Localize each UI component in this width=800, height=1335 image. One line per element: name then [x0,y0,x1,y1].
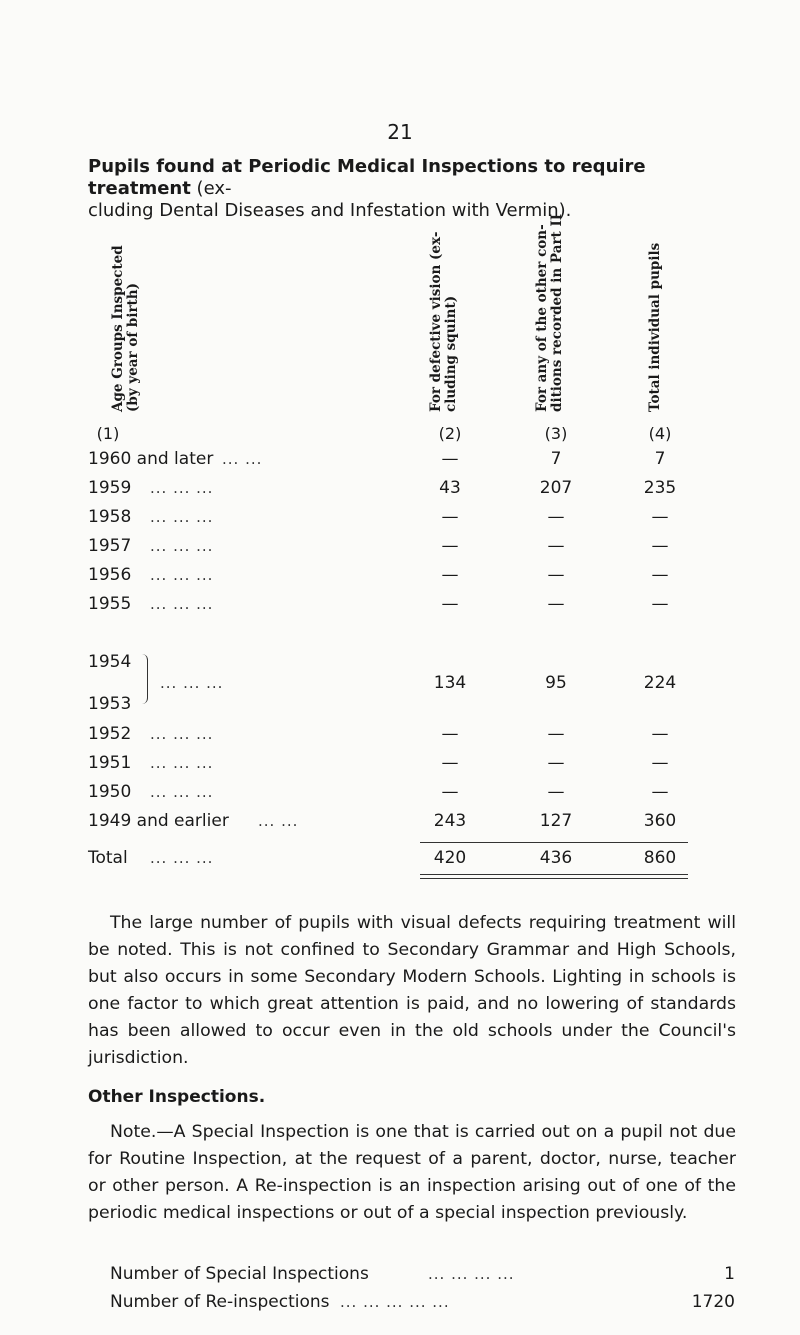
table-row [0,722,800,746]
cell-defective-vision: — [441,782,459,802]
row-leader-dots: ... ... [258,812,299,830]
column-header-total-pupils [648,232,663,412]
count-value: 1720 [691,1292,735,1312]
row-label: 1952 [88,724,132,744]
cell-defective-vision: — [441,507,459,527]
column-header-line: Age Groups Inspected [110,245,126,412]
row-leader-dots: ... ... [222,450,263,468]
total-label: Total [88,848,128,868]
total-rule-top [420,842,688,843]
cell-defective-vision: — [441,536,459,556]
column-header-line: (by year of birth) [125,283,141,412]
total-row [0,846,800,870]
column-header-other-conditions [534,213,565,412]
cell-other-conditions: 207 [539,478,573,498]
column-header-line: ditions recorded in Part II [549,213,565,412]
total-other-conditions: 436 [539,848,573,868]
row-label: 1957 [88,536,132,556]
column-header-line: For defective vision (ex- [428,231,444,412]
row-label: 1958 [88,507,132,527]
cell-total: — [651,594,669,614]
column-number-3: (3) [544,424,568,443]
table-heading [88,156,728,222]
row-leader-dots: ... ... ... [150,849,214,867]
row-label-1953: 1953 [88,694,132,714]
special-inspections-row [110,1262,735,1286]
table-row [0,751,800,775]
table-row [0,476,800,500]
cell-total: — [651,507,669,527]
cell-defective-vision: 43 [439,478,461,498]
visual-defects-paragraph: The large number of pupils with visual defects requiring treatment will be noted. This is not confined to Secondary Grammar and High Schools, but also occurs in some Secondary Modern Schools. Lighting in schools is one factor to which great attention is paid, and no lowering of standards has been allowed to occur even in the old schools under the Council's jurisdiction. [88,913,736,1068]
row-label: 1959 [88,478,132,498]
cell-total: — [651,565,669,585]
row-label: 1949 and earlier [88,811,229,831]
row-label: 1956 [88,565,132,585]
heading-bold: Pupils found at Periodic Medical Inspections to require treatment [88,156,646,199]
cell-other-conditions: — [547,753,565,773]
cell-total: — [651,782,669,802]
cell-other-conditions: 95 [545,673,567,693]
total-rule-bottom-2 [420,878,688,879]
count-value: 1 [724,1264,735,1284]
cell-other-conditions: — [547,507,565,527]
row-label: 1960 and later [88,449,214,469]
heading-line2: cluding Dental Diseases and Infestation with Vermin). [88,200,572,221]
cell-other-conditions: — [547,724,565,744]
cell-total: 7 [654,449,666,469]
column-number-2: (2) [438,424,462,443]
row-leader-dots: ... ... ... [150,754,214,772]
re-inspections-row [110,1290,735,1314]
row-leader-dots: ... ... ... [150,566,214,584]
cell-defective-vision: — [441,449,459,469]
cell-other-conditions: — [547,782,565,802]
column-header-age-groups [111,232,141,412]
row-label-1954: 1954 [88,652,132,672]
row-leader-dots: ... ... ... [150,725,214,743]
cell-defective-vision: — [441,753,459,773]
cell-total: — [651,724,669,744]
cell-defective-vision: — [441,724,459,744]
total-rule-bottom-1 [420,874,688,875]
cell-defective-vision: — [441,594,459,614]
cell-defective-vision: 243 [433,811,467,831]
table-row [0,447,800,471]
cell-total: — [651,536,669,556]
other-inspections-title: Other Inspections. [88,1087,266,1107]
cell-total: 224 [643,673,677,693]
row-leader-dots: ... ... ... [150,537,214,555]
count-label: Number of Re-inspections [110,1292,330,1312]
cell-total: — [651,753,669,773]
cell-other-conditions: — [547,594,565,614]
cell-defective-vision: — [441,565,459,585]
row-leader-dots: ... ... ... [150,508,214,526]
table-row [0,563,800,587]
count-leader-dots: ... ... ... ... [428,1265,515,1283]
table-row [0,780,800,804]
column-number-1: (1) [96,424,120,443]
table-row [0,809,800,833]
row-label: 1955 [88,594,132,614]
column-header-defective-vision [429,232,459,412]
cell-total: 235 [643,478,677,498]
table-row [0,592,800,616]
row-leader-dots: ... ... ... [150,479,214,497]
table-row [0,671,800,695]
column-header-line: For any of the other con- [534,224,550,412]
count-label: Number of Special Inspections [110,1264,369,1284]
column-header-line: cluding squint) [443,295,459,412]
row-label: 1951 [88,753,132,773]
row-label: 1950 [88,782,132,802]
count-leader-dots: ... ... ... ... ... [340,1293,450,1311]
row-leader-dots: ... ... ... [160,674,224,692]
table-row [0,534,800,558]
heading-rest: (ex- [190,178,232,199]
column-header-line: Total individual pupils [647,242,663,412]
cell-other-conditions: — [547,536,565,556]
row-leader-dots: ... ... ... [150,595,214,613]
cell-other-conditions: 127 [539,811,573,831]
column-number-4: (4) [648,424,672,443]
note-paragraph: Note.—A Special Inspection is one that is carried out on a pupil not due for Routine Inspection, at the request of a parent, doctor, nurse, teacher or other person. A Re-inspection is an inspection arising out of one of the periodic medical inspections or out of a special inspection previously. [88,1122,736,1223]
cell-other-conditions: — [547,565,565,585]
total-pupils: 860 [643,848,677,868]
page-number: 21 [387,120,413,144]
cell-defective-vision: 134 [433,673,467,693]
table-row [0,505,800,529]
cell-total: 360 [643,811,677,831]
cell-other-conditions: 7 [550,449,562,469]
total-defective-vision: 420 [433,848,467,868]
row-leader-dots: ... ... ... [150,783,214,801]
